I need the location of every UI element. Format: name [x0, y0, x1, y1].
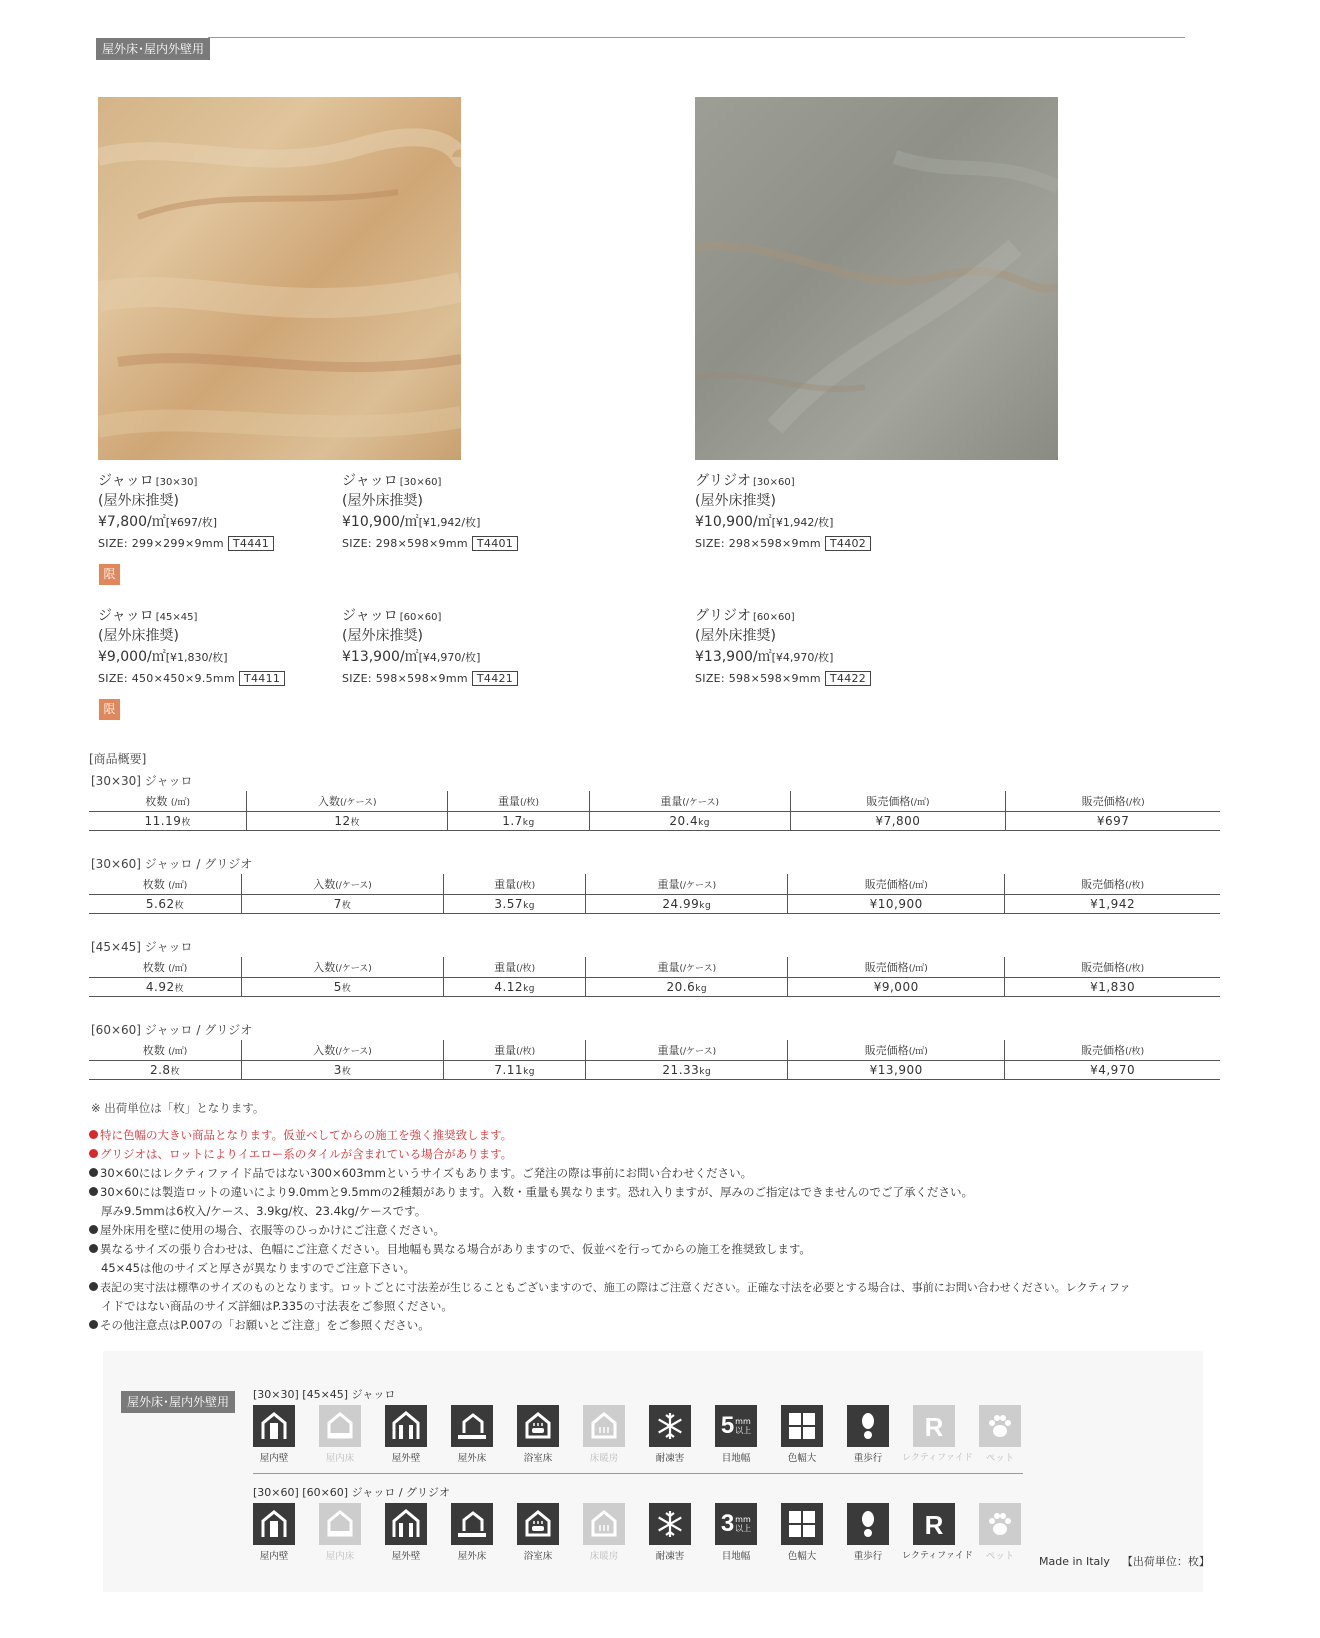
legend-label: 屋外床 [457, 1453, 487, 1464]
legend-floor-heating-item [583, 1503, 627, 1562]
spec-title: [商品概要] [89, 752, 147, 766]
note-continuation: 厚み9.5mmは6枚入/ケース、3.9kg/枚、23.4kg/ケースです。 [101, 1204, 427, 1218]
spec-col-header: 入数(/ケース) [242, 957, 444, 978]
spec-table-heading: [30×30] ジャッロ [91, 774, 193, 788]
product-code: T4401 [472, 536, 518, 551]
spec-col-header: 重量(/枚) [443, 1040, 585, 1061]
note-continuation: 45×45は他のサイズと厚さが異なりますのでご注意下さい。 [101, 1261, 415, 1275]
product-price-per-piece: [¥1,830/枚] [165, 651, 228, 664]
legend-frost-resistant-item [649, 1503, 693, 1562]
product-recommend: (屋外床推奨) [695, 493, 776, 509]
legend-label: 目地幅 [721, 1453, 751, 1464]
product-price: ¥10,900/㎡ [695, 514, 772, 530]
product-code: T4421 [472, 671, 518, 686]
product-recommend: (屋外床推奨) [695, 628, 776, 644]
rectified-icon [913, 1503, 955, 1545]
product-size-label: [30×60] [399, 477, 442, 488]
product-dimensions: SIZE: 298×598×9mm [342, 537, 468, 550]
spec-col-header: 枚数 (/㎡) [89, 1040, 242, 1061]
product-name: グリジオ [695, 608, 751, 624]
product-name: ジャッロ [342, 473, 398, 489]
legend-label: 浴室床 [523, 1551, 553, 1562]
product-size-label: [60×60] [399, 612, 442, 623]
outdoor-wall-icon [385, 1405, 427, 1447]
product-code: T4411 [239, 671, 285, 686]
indoor-floor-icon [319, 1503, 361, 1545]
legend-indoor-floor-item [319, 1503, 363, 1562]
spec-col-header: 入数(/ケース) [242, 874, 444, 895]
table-row: 2.8枚 3枚 7.11kg 21.33kg ¥13,900 ¥4,970 [89, 1061, 1220, 1080]
product-code: T4422 [825, 671, 871, 686]
spec-col-header: 重量(/ケース) [589, 791, 790, 812]
bullet-icon [89, 1244, 98, 1253]
note-item: 30×60にはレクティファイド品ではない300×603mmというサイズもあります。ご発注の際は事前にお問い合わせください。 [89, 1164, 1130, 1183]
header-rule [208, 37, 1185, 38]
spec-table [89, 1040, 1220, 1080]
spec-col-header: 販売価格(/枚) [1006, 791, 1220, 812]
spec-table [89, 957, 1220, 997]
spec-col-header: 重量(/ケース) [586, 1040, 788, 1061]
legend-label: 耐凍害 [655, 1551, 685, 1562]
legend-label: 浴室床 [523, 1453, 553, 1464]
outdoor-wall-icon [385, 1503, 427, 1545]
product-size-label: [60×60] [753, 612, 795, 623]
product-price-per-piece: [¥1,942/枚] [771, 516, 834, 529]
legend-label: 色幅大 [787, 1453, 817, 1464]
note-item: 異なるサイズの張り合わせは、色幅にご注意ください。目地幅も異なる場合がありますので、仮並べを行ってからの施工を推奨致します。 [89, 1240, 1130, 1259]
product-item [98, 472, 274, 553]
legend-label: 屋内床 [325, 1453, 355, 1464]
jallo-swatch [98, 97, 461, 460]
svg-text:R: R [924, 1510, 944, 1539]
table-row: 4.92枚 5枚 4.12kg 20.6kg ¥9,000 ¥1,830 [89, 978, 1220, 997]
legend-rectified-item [902, 1405, 973, 1463]
legend-color-variation-item [781, 1405, 825, 1464]
product-recommend: (屋外床推奨) [342, 628, 423, 644]
product-recommend: (屋外床推奨) [98, 493, 179, 509]
legend-pet-item [979, 1503, 1023, 1562]
floor-heating-icon [583, 1405, 625, 1447]
floor-heating-icon [583, 1503, 625, 1545]
heavy-traffic-icon [847, 1405, 889, 1447]
legend-rectified-item [902, 1503, 973, 1561]
product-name: グリジオ [695, 473, 751, 489]
legend-label: 屋外壁 [391, 1551, 421, 1562]
legend-row-title: [30×60] [60×60] ジャッロ / グリジオ [253, 1486, 451, 1499]
bullet-icon [89, 1320, 98, 1329]
note-item: グリジオは、ロットによりイエロー系のタイルが含まれている場合があります。 [89, 1145, 1130, 1164]
table-row: 5.62枚 7枚 3.57kg 24.99kg ¥10,900 ¥1,942 [89, 895, 1220, 914]
indoor-wall-icon [253, 1405, 295, 1447]
joint-width-suffix: 以上 [735, 1426, 752, 1435]
product-item [98, 607, 285, 688]
spec-table-heading: [30×60] ジャッロ / グリジオ [91, 857, 253, 871]
product-dimensions: SIZE: 598×598×9mm [342, 672, 468, 685]
legend-joint-width-item [715, 1503, 759, 1562]
svg-text:R: R [924, 1412, 944, 1441]
spec-col-header: 重量(/枚) [443, 874, 585, 895]
legend-label: 耐凍害 [655, 1453, 685, 1464]
color-variation-icon [781, 1405, 823, 1447]
spec-col-header: 販売価格(/枚) [1005, 1040, 1220, 1061]
legend-label: 重歩行 [853, 1453, 883, 1464]
product-price: ¥7,800/㎡ [98, 514, 166, 530]
spec-col-header: 枚数 (/㎡) [89, 791, 247, 812]
shipping-footnote: ※ 出荷単位は「枚」となります。 [91, 1101, 265, 1115]
bullet-icon [89, 1168, 98, 1177]
spec-col-header: 入数(/ケース) [242, 1040, 444, 1061]
frost-resistant-icon [649, 1405, 691, 1447]
product-price: ¥13,900/㎡ [342, 649, 419, 665]
bullet-icon [89, 1187, 98, 1196]
joint-width-icon [715, 1503, 757, 1545]
grigio-swatch [695, 97, 1058, 460]
legend-label: 屋外壁 [391, 1453, 421, 1464]
product-item [342, 472, 518, 553]
product-size-label: [30×30] [155, 477, 198, 488]
joint-width-value: 5 [720, 1412, 735, 1439]
product-price-per-piece: [¥4,970/枚] [771, 651, 834, 664]
color-variation-icon [781, 1503, 823, 1545]
note-item: 30×60には製造ロットの違いにより9.0mmと9.5mmの2種類があります。入数・重量も異なります。恐れ入りますが、厚みのご指定はできませんのでご了承ください。 [89, 1183, 1130, 1202]
bullet-icon [89, 1130, 98, 1139]
product-item [695, 472, 871, 553]
legend-floor-heating-item [583, 1405, 627, 1464]
product-dimensions: SIZE: 299×299×9mm [98, 537, 224, 550]
joint-width-icon [715, 1405, 757, 1447]
spec-col-header: 重量(/ケース) [586, 957, 788, 978]
joint-width-unit: mm [735, 1515, 751, 1524]
legend-outdoor-floor-item [451, 1405, 495, 1464]
product-name: ジャッロ [98, 608, 154, 624]
product-code: T4402 [825, 536, 871, 551]
product-size-label: [30×60] [753, 477, 795, 488]
legend-label: 屋内壁 [259, 1453, 289, 1464]
table-row: 11.19枚 12枚 1.7kg 20.4kg ¥7,800 ¥697 [89, 812, 1220, 831]
spec-col-header: 重量(/枚) [448, 791, 590, 812]
legend-label: 屋内床 [325, 1551, 355, 1562]
spec-col-header: 入数(/ケース) [247, 791, 448, 812]
product-recommend: (屋外床推奨) [342, 493, 423, 509]
legend-joint-width-item [715, 1405, 759, 1464]
legend-outdoor-wall-item [385, 1405, 429, 1464]
legend-indoor-wall-item [253, 1503, 297, 1562]
product-price-per-piece: [¥4,970/枚] [418, 651, 481, 664]
note-item: 表記の実寸法は標準のサイズのものとなります。ロットごとに寸法差が生じることもございますので、施工の際はご注意ください。正確な寸法を必要とする場合は、事前にお問い合わせください。レクティファ [89, 1278, 1130, 1297]
product-item [342, 607, 518, 688]
heavy-traffic-icon [847, 1503, 889, 1545]
note-continuation: イドではない商品のサイズ詳細はP.335の寸法表をご参照ください。 [101, 1299, 453, 1313]
spec-col-header: 販売価格(/㎡) [788, 874, 1005, 895]
product-name: ジャッロ [98, 473, 154, 489]
frost-resistant-icon [649, 1503, 691, 1545]
legend-label: 屋内壁 [259, 1551, 289, 1562]
note-item: その他注意点はP.007の「お願いとご注意」をご参照ください。 [89, 1316, 1130, 1335]
spec-col-header: 枚数 (/㎡) [89, 874, 242, 895]
bullet-icon [89, 1225, 98, 1234]
legend-category-tag: 屋外床･屋内外壁用 [121, 1391, 235, 1413]
bath-floor-icon [517, 1405, 559, 1447]
legend-label: レクティファイド [902, 1453, 973, 1463]
bullet-icon [89, 1282, 98, 1291]
outdoor-floor-icon [451, 1405, 493, 1447]
bath-floor-icon [517, 1503, 559, 1545]
legend-bath-floor-item [517, 1503, 561, 1562]
legend-label: レクティファイド [902, 1551, 973, 1561]
joint-width-suffix: 以上 [735, 1524, 752, 1533]
pet-icon [979, 1405, 1021, 1447]
product-price: ¥10,900/㎡ [342, 514, 419, 530]
pet-icon [979, 1503, 1021, 1545]
legend-row-divider [253, 1473, 1023, 1474]
bullet-icon [89, 1149, 98, 1158]
legend-indoor-wall-item [253, 1405, 297, 1464]
legend-label: 床暖房 [589, 1453, 619, 1464]
product-size-label: [45×45] [155, 612, 198, 623]
product-price-per-piece: [¥697/枚] [165, 516, 217, 529]
note-item: 特に色幅の大きい商品となります。仮並べしてからの施工を強く推奨致します。 [89, 1126, 1130, 1145]
product-code: T4441 [228, 536, 274, 551]
product-name: ジャッロ [342, 608, 398, 624]
legend-label: 床暖房 [589, 1551, 619, 1562]
spec-table [89, 874, 1220, 914]
indoor-floor-icon [319, 1405, 361, 1447]
product-dimensions: SIZE: 598×598×9mm [695, 672, 821, 685]
legend-row-title: [30×30] [45×45] ジャッロ [253, 1388, 396, 1401]
product-dimensions: SIZE: 450×450×9.5mm [98, 672, 235, 685]
spec-col-header: 販売価格(/㎡) [788, 957, 1005, 978]
limited-badge: 限 [99, 699, 120, 720]
legend-outdoor-wall-item [385, 1503, 429, 1562]
product-price: ¥13,900/㎡ [695, 649, 772, 665]
spec-col-header: 重量(/枚) [443, 957, 585, 978]
legend-label: 色幅大 [787, 1551, 817, 1562]
outdoor-floor-icon [451, 1503, 493, 1545]
spec-col-header: 販売価格(/㎡) [790, 791, 1006, 812]
rectified-icon [913, 1405, 955, 1447]
limited-badge: 限 [99, 564, 120, 585]
legend-label: ペット [985, 1551, 1015, 1562]
note-item: 屋外床用を壁に使用の場合、衣服等のひっかけにご注意ください。 [89, 1221, 1130, 1240]
legend-heavy-traffic-item [847, 1503, 891, 1562]
spec-col-header: 枚数 (/㎡) [89, 957, 242, 978]
spec-col-header: 販売価格(/㎡) [788, 1040, 1005, 1061]
legend-label: 重歩行 [853, 1551, 883, 1562]
legend-label: ペット [985, 1453, 1015, 1464]
legend-heavy-traffic-item [847, 1405, 891, 1464]
spec-col-header: 重量(/ケース) [586, 874, 788, 895]
product-item [695, 607, 871, 688]
product-price: ¥9,000/㎡ [98, 649, 166, 665]
legend-indoor-floor-item [319, 1405, 363, 1464]
legend-label: 目地幅 [721, 1551, 751, 1562]
spec-col-header: 販売価格(/枚) [1005, 874, 1220, 895]
legend-pet-item [979, 1405, 1023, 1464]
legend-outdoor-floor-item [451, 1503, 495, 1562]
legend-label: 屋外床 [457, 1551, 487, 1562]
spec-table-heading: [45×45] ジャッロ [91, 940, 193, 954]
joint-width-value: 3 [720, 1510, 735, 1537]
product-recommend: (屋外床推奨) [98, 628, 179, 644]
spec-col-header: 販売価格(/枚) [1005, 957, 1220, 978]
legend-frost-resistant-item [649, 1405, 693, 1464]
joint-width-unit: mm [735, 1417, 751, 1426]
made-in-label: Made in Italy 【出荷単位：枚】 [1039, 1555, 1210, 1568]
indoor-wall-icon [253, 1503, 295, 1545]
spec-table [89, 791, 1220, 831]
legend-color-variation-item [781, 1503, 825, 1562]
product-dimensions: SIZE: 298×598×9mm [695, 537, 821, 550]
product-price-per-piece: [¥1,942/枚] [418, 516, 481, 529]
legend-bath-floor-item [517, 1405, 561, 1464]
spec-table-heading: [60×60] ジャッロ / グリジオ [91, 1023, 253, 1037]
notes-list [89, 1126, 1130, 1335]
category-tag: 屋外床･屋内外壁用 [96, 38, 210, 60]
